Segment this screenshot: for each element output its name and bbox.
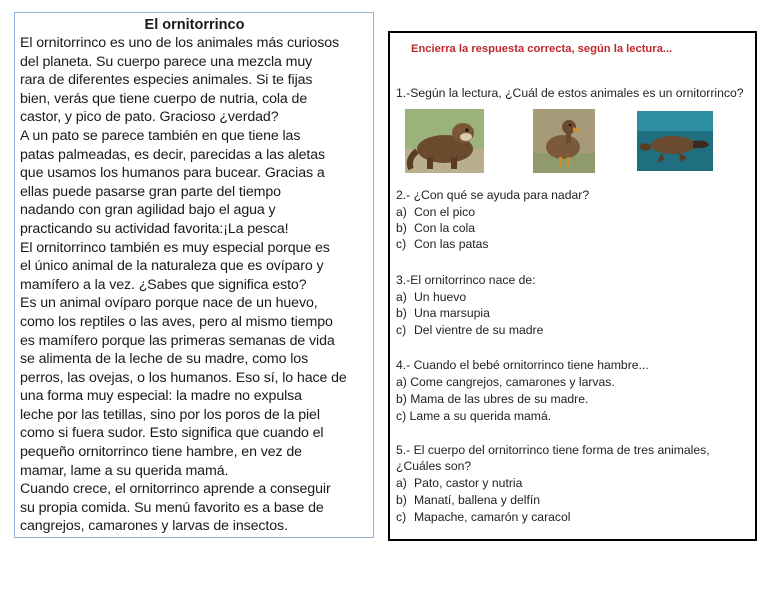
q5-option-b-text: Manatí, ballena y delfín — [414, 493, 541, 507]
reading-body — [20, 34, 369, 536]
reading-line: como si fuera sudor. Esto significa que cuando el — [20, 425, 324, 442]
reading-line: se alimenta de la leche de su madre, como los — [20, 351, 309, 368]
reading-line: El ornitorrinco también es muy especial porque es — [20, 239, 330, 256]
q4-option-c[interactable]: c) Lame a su querida mamá. — [396, 409, 552, 423]
q2-option-a-letter: a) — [396, 205, 407, 219]
reading-line: su propia comida. Su menú favorito es a base de — [20, 499, 324, 516]
q2-option-c-letter: c) — [396, 237, 407, 251]
q5-option-a[interactable] — [396, 475, 522, 491]
q2-option-c-text: Con las patas — [414, 237, 489, 251]
q5-option-a-text: Pato, castor y nutria — [414, 476, 523, 490]
reading-line: mamar, lame a su querida mamá. — [20, 462, 229, 479]
q3-option-c[interactable] — [396, 322, 543, 338]
q3-option-b[interactable] — [396, 305, 490, 321]
reading-line: es mamífero porque las primeras semanas de vida — [20, 332, 335, 349]
otter-photo — [405, 109, 484, 173]
q4-option-b[interactable]: b) Mama de las ubres de su madre. — [396, 392, 589, 406]
q2-option-c[interactable] — [396, 236, 489, 252]
quiz-instruction: Encierra la respuesta correcta, según la lectura... — [411, 43, 673, 55]
question-1: 1.-Según la lectura, ¿Cuál de estos animales es un ornitorrinco? — [396, 86, 744, 100]
reading-line: El ornitorrinco es uno de los animales más curiosos — [20, 35, 339, 51]
reading-panel — [14, 12, 374, 538]
reading-line: rara de diferentes especies animales. Si te fijas — [20, 72, 313, 89]
reading-line: cangrejos, camarones y larvas de insectos. — [20, 518, 288, 535]
question-5-line-1: 5.- El cuerpo del ornitorrinco tiene forma de tres animales, — [396, 443, 710, 457]
reading-title: El ornitorrinco — [144, 17, 245, 33]
reading-line: nadando con gran agilidad bajo el agua y — [20, 202, 276, 219]
question-3: 3.-El ornitorrinco nace de: — [396, 273, 536, 287]
reading-line: pequeño ornitorrinco tiene hambre, en vez de — [20, 444, 302, 461]
reading-line: A un pato se parece también en que tiene las — [20, 127, 301, 144]
q3-option-b-letter: b) — [396, 306, 407, 320]
duck-photo — [533, 109, 595, 173]
question-5-line-2: ¿Cuáles son? — [396, 459, 472, 473]
reading-line: Cuando crece, el ornitorrinco aprende a conseguir — [20, 481, 331, 498]
quiz-panel — [388, 31, 757, 541]
reading-line: patas palmeadas, es decir, parecidas a las aletas — [20, 146, 326, 163]
q5-option-c-letter: c) — [396, 510, 407, 524]
reading-line: que usamos los humanos para bucear. Gracias a — [20, 165, 325, 182]
q3-option-a-text: Un huevo — [414, 290, 467, 304]
q3-option-a-letter: a) — [396, 290, 407, 304]
platypus-photo — [637, 111, 713, 171]
q3-option-c-text: Del vientre de su madre — [414, 323, 544, 337]
question-4: 4.- Cuando el bebé ornitorrinco tiene hambre... — [396, 358, 649, 372]
q3-option-c-letter: c) — [396, 323, 407, 337]
q4-option-a[interactable]: a) Come cangrejos, camarones y larvas. — [396, 375, 615, 389]
q5-option-a-letter: a) — [396, 476, 407, 490]
reading-line: como los reptiles o las aves, pero al mismo tiempo — [20, 313, 333, 330]
reading-line: el único animal de la naturaleza que es ovíparo y — [20, 258, 324, 275]
q3-option-a[interactable] — [396, 289, 466, 305]
q5-option-b[interactable] — [396, 492, 540, 508]
reading-line: leche por las tetillas, sino por los poros de la piel — [20, 406, 320, 423]
reading-line: del planeta. Su cuerpo parece una mezcla muy — [20, 53, 313, 70]
q5-option-c-text: Mapache, camarón y caracol — [414, 510, 571, 524]
reading-line: practicando su actividad favorita:¡La pesca! — [20, 220, 289, 237]
q2-option-a[interactable] — [396, 204, 475, 220]
q5-option-c[interactable] — [396, 509, 570, 525]
reading-line: mamífero a la vez. ¿Sabes que significa esto? — [20, 276, 307, 293]
q5-option-b-letter: b) — [396, 493, 407, 507]
reading-line: perros, las ovejas, o los humanos. Eso sí, lo hace de — [20, 369, 347, 386]
reading-line: bien, verás que tiene cuerpo de nutria, cola de — [20, 90, 308, 107]
q3-option-b-text: Una marsupia — [414, 306, 490, 320]
q2-option-b[interactable] — [396, 220, 475, 236]
reading-line: castor, y pico de pato. Gracioso ¿verdad? — [20, 109, 279, 126]
reading-line: ellas puede pasarse gran parte del tiempo — [20, 183, 281, 200]
q2-option-b-text: Con la cola — [414, 221, 475, 235]
q2-option-a-text: Con el pico — [414, 205, 475, 219]
reading-line: una forma muy especial: la madre no expulsa — [20, 388, 302, 405]
reading-line: Es un animal ovíparo porque nace de un huevo, — [20, 295, 318, 312]
q2-option-b-letter: b) — [396, 221, 407, 235]
question-2: 2.- ¿Con qué se ayuda para nadar? — [396, 188, 590, 202]
